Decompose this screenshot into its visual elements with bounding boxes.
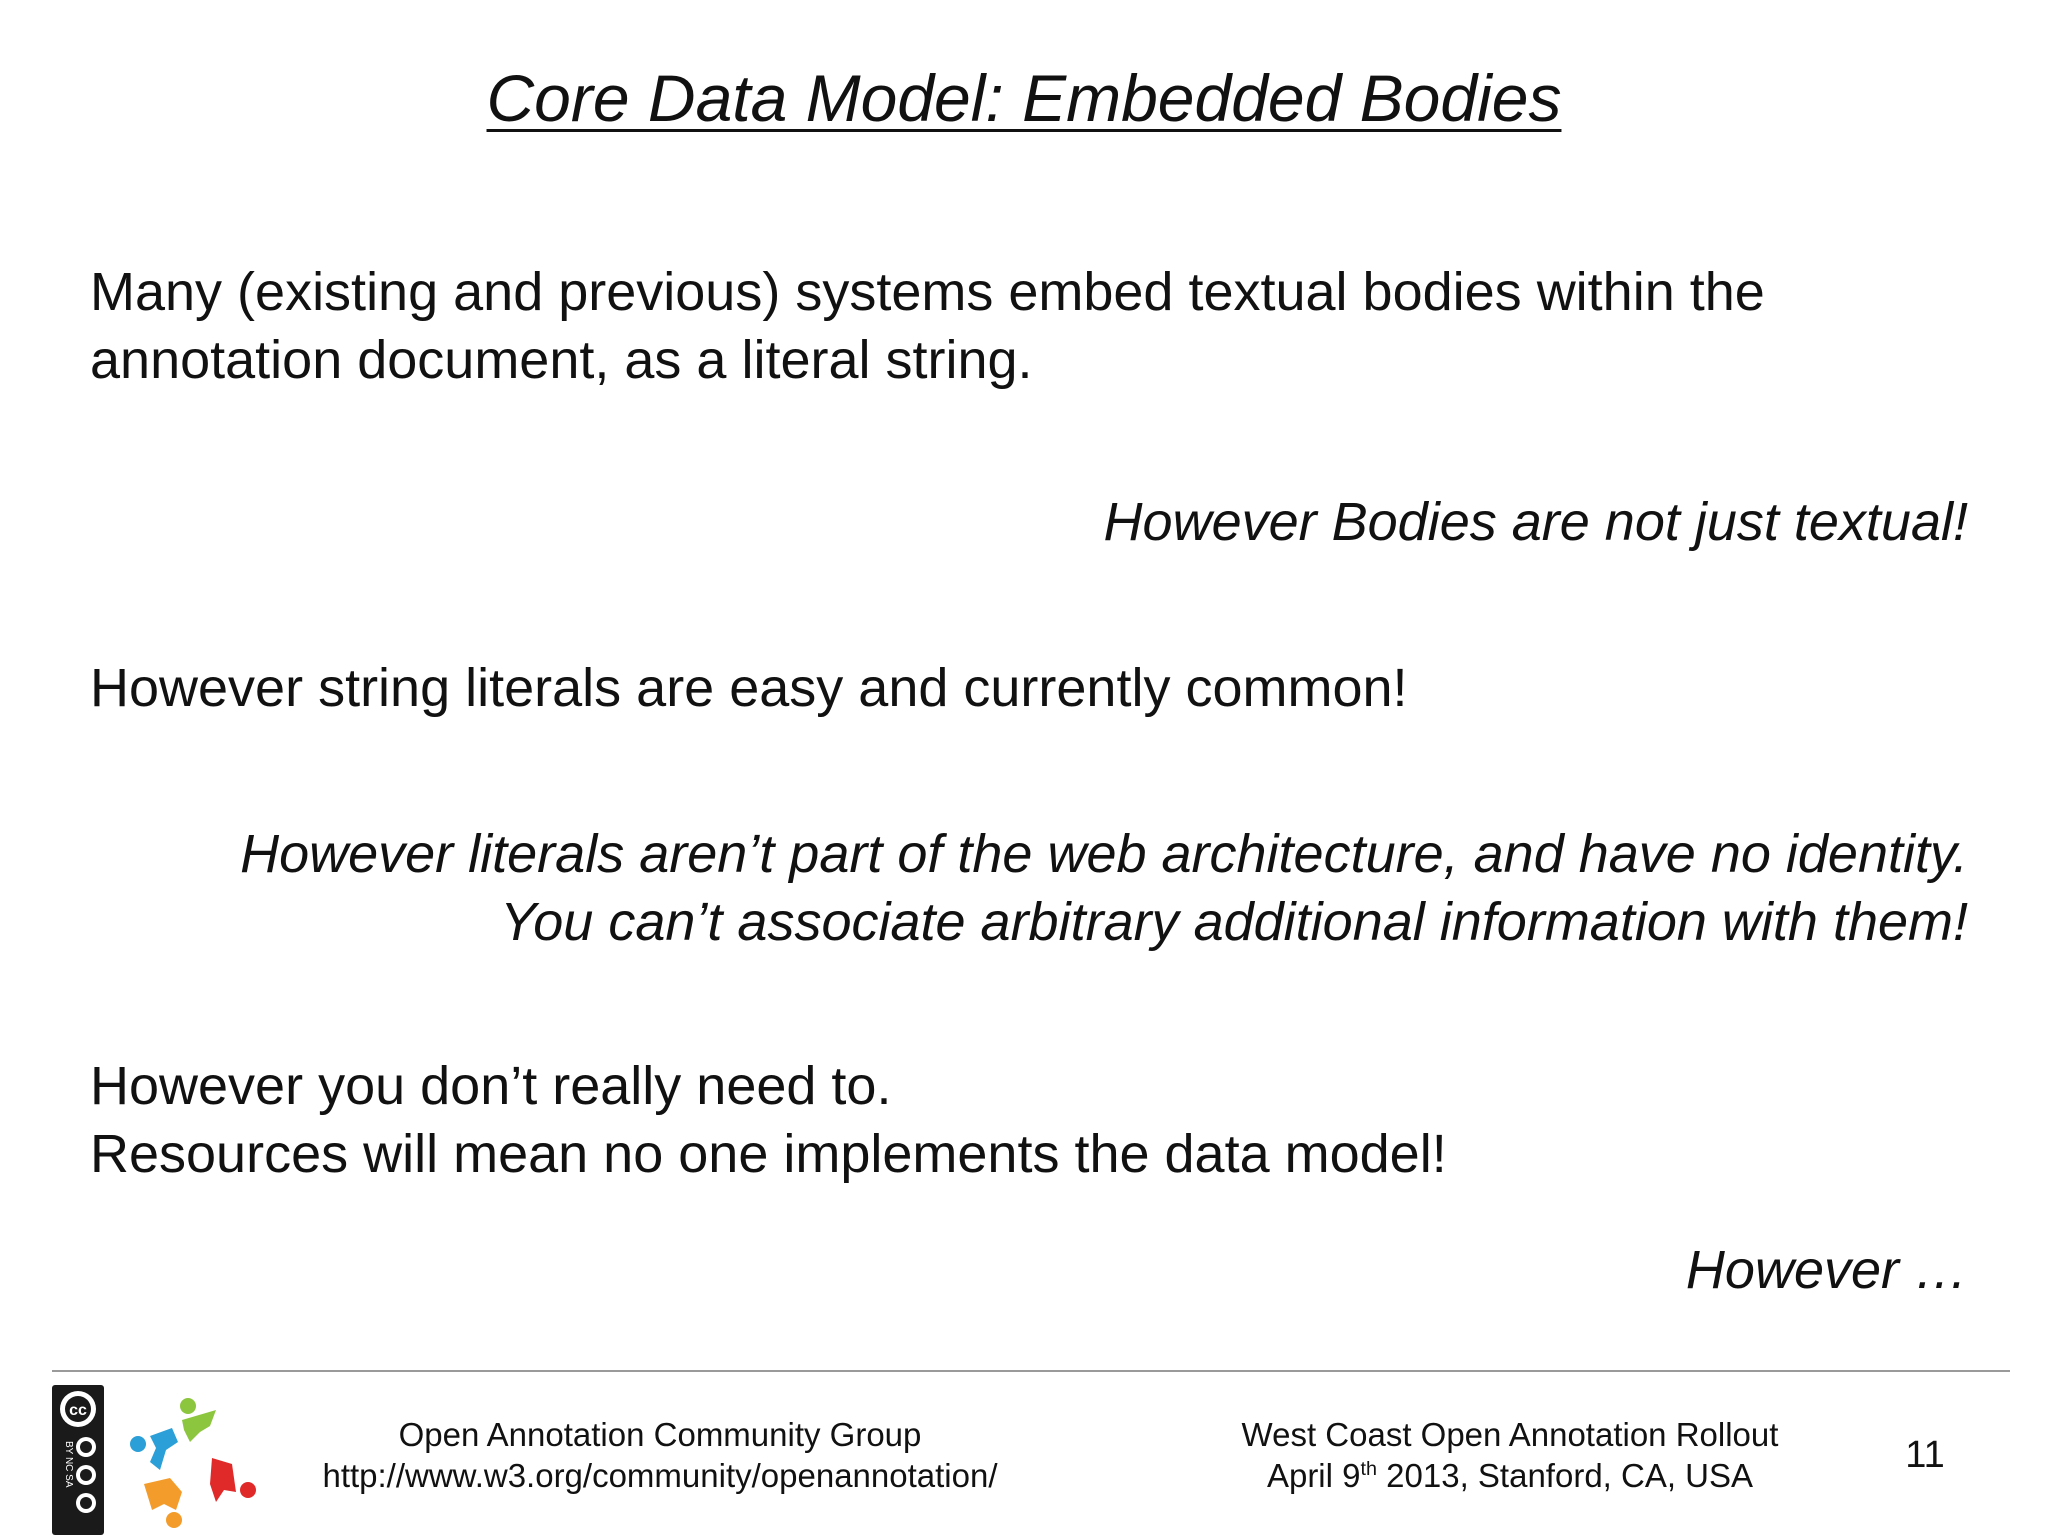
open-annotation-logo-icon [120,1392,260,1532]
page-number: 11 [1905,1434,1945,1476]
paragraph-bodies-not-textual [1104,488,1968,556]
paragraph-line: However Bodies are not just textual! [1103,492,1968,552]
paragraph-string-literals [90,654,1408,722]
footer-community-group [290,1414,1030,1496]
paragraph-line: However literals aren’t part of the web architecture, and have no identity. [240,824,1968,884]
paragraph-line: However … [1685,1240,1968,1300]
logo-orange-dot [166,1512,182,1528]
footer-date-prefix: April 9 [1266,1457,1361,1494]
paragraph-line: Many (existing and previous) systems embed textual bodies within the [90,262,1765,322]
paragraph-dont-need [90,1052,1447,1188]
paragraph-literals-identity [240,820,1968,956]
paragraph-however [1686,1236,1968,1304]
svg-text:cc: cc [69,1402,87,1419]
logo-green-figure [182,1410,216,1442]
slide-title: Core Data Model: Embedded Bodies [486,61,1562,135]
footer-event-date [1200,1455,1820,1496]
paragraph-line: annotation document, as a literal string. [90,330,1033,390]
logo-orange-figure [144,1478,182,1510]
paragraph-line: However string literals are easy and currently common! [90,658,1408,718]
footer-date-ordinal: th [1360,1458,1377,1480]
logo-blue-figure [150,1428,178,1470]
footer-group-url[interactable]: http://www.w3.org/community/openannotation/ [322,1457,998,1494]
logo-red-figure [210,1458,236,1502]
logo-green-dot [180,1398,196,1414]
paragraph-line: You can’t associate arbitrary additional information with them! [500,892,1968,952]
logo-blue-dot [130,1436,146,1452]
paragraph-line: However you don’t really need to. [90,1056,892,1116]
cc-badge-label: BY NC SA [63,1441,74,1488]
paragraph-embedded-bodies [90,258,1765,394]
footer-date-suffix: 2013, Stanford, CA, USA [1377,1457,1754,1494]
paragraph-line: Resources will mean no one implements the data model! [90,1124,1447,1184]
footer-divider [52,1370,2010,1372]
logo-red-dot [240,1482,256,1498]
footer-event [1200,1414,1820,1496]
footer-event-name: West Coast Open Annotation Rollout [1241,1416,1779,1453]
cc-license-icon [52,1385,104,1535]
footer-group-name: Open Annotation Community Group [398,1416,922,1453]
